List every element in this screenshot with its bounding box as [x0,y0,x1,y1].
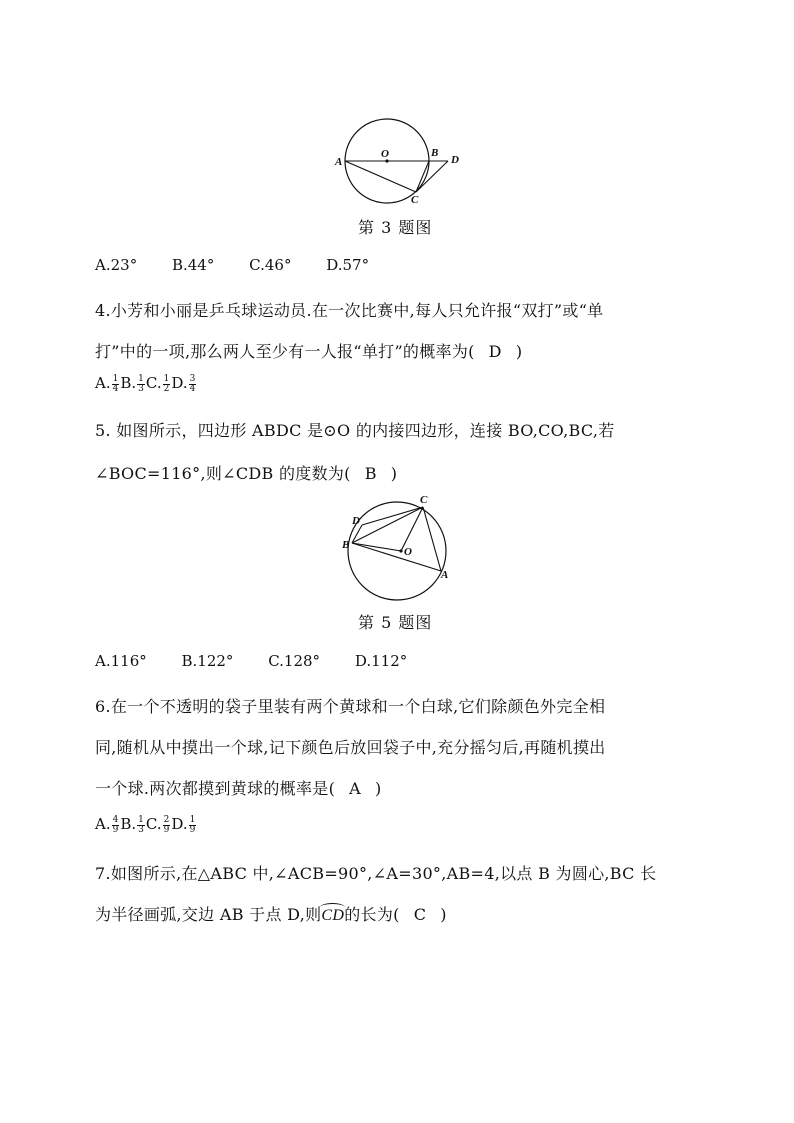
options-q4 [95,374,197,394]
label-d: D [451,154,459,166]
option-a: A. $\frac{4}{9}$ [95,814,119,835]
question-7-text-post: 的长为( [344,905,400,924]
figure-caption-q3: 第 3 题图 [358,218,433,237]
label-a: A [335,156,343,168]
question-7-text: 为半径画弧,交边 AB 于点 D,则 [95,905,322,924]
answer-q5: B [364,464,377,483]
question-6-text: 一个球.两次都摸到黄球的概率是( [95,779,336,798]
paren-close: ) [375,779,382,798]
answer-q6: A [349,779,361,798]
arc-cd-symbol: CD [321,907,345,924]
option-d: D. $\frac{1}{9}$ [171,814,196,835]
question-6-line-1: 6.在一个不透明的袋子里装有两个黄球和一个白球,它们除颜色外完全相 [95,697,606,716]
circle-q5 [348,502,449,600]
option-d: D.57° [326,256,370,274]
label-d: D [352,515,360,527]
label-a: A [441,569,449,581]
question-6-line-3 [95,776,382,799]
paren-close: ) [515,342,523,361]
options-q6 [95,815,197,835]
option-b: B.122° [181,652,234,670]
question-4-line-1: 4.小芳和小丽是乒乓球运动员.在一次比赛中,每人只允许报“双打”或“单 [95,301,604,320]
option-c: C. $\frac{2}{9}$ [145,814,170,835]
option-a: A. $\frac{1}{4}$ [95,373,119,394]
label-o: O [381,148,389,160]
option-b: B. $\frac{1}{3}$ [120,373,144,394]
question-4-line-2 [95,339,522,362]
option-a: A.116° [95,652,147,670]
figure-q5 [335,493,460,608]
options-q3 [95,256,399,274]
question-7-line-2 [95,902,447,925]
segment-bo [352,543,401,551]
answer-q4: D [488,342,502,361]
segment-ba [352,543,441,571]
label-o: O [404,546,412,558]
option-c: C.128° [268,652,321,670]
segment-cd [416,161,448,192]
center-point-o [399,549,402,552]
question-6-line-2: 同,随机从中摸出一个球,记下颜色后放回袋子中,充分摇匀后,再随机摸出 [95,738,606,757]
figure-q3 [330,118,470,208]
answer-q7: C [413,905,427,924]
label-b: B [342,539,350,551]
question-4-text: 打”中的一项,那么两人至少有一人报“单打”的概率为( [95,342,475,361]
chord-bc [416,161,429,192]
question-5-text: ∠BOC=116°,则∠CDB 的度数为( [95,464,351,483]
option-b: B. $\frac{1}{3}$ [120,814,144,835]
options-q5 [95,652,437,670]
option-a: A.23° [95,256,138,274]
label-c: C [411,194,419,206]
paren-close: ) [440,905,447,924]
option-b: B.44° [171,256,215,274]
option-c: C.46° [249,256,292,274]
question-5-line-2 [95,461,397,484]
figure-caption-q5: 第 5 题图 [358,613,433,632]
label-b: B [431,147,439,159]
question-5-line-1: 5. 如图所示，四边形 ABDC 是⊙O 的内接四边形，连接 BO,CO,BC,若 [95,421,615,440]
chord-ac [345,161,416,192]
question-7-line-1: 7.如图所示,在△ABC 中,∠ACB=90°,∠A=30°,AB=4,以点 B 为圆心,BC 长 [95,864,657,883]
label-c: C [420,494,428,506]
option-c: C. $\frac{1}{2}$ [145,373,170,394]
option-d: D.112° [354,652,408,670]
option-d: D. $\frac{3}{4}$ [171,373,196,394]
paren-close: ) [390,464,398,483]
segment-co [401,507,423,551]
